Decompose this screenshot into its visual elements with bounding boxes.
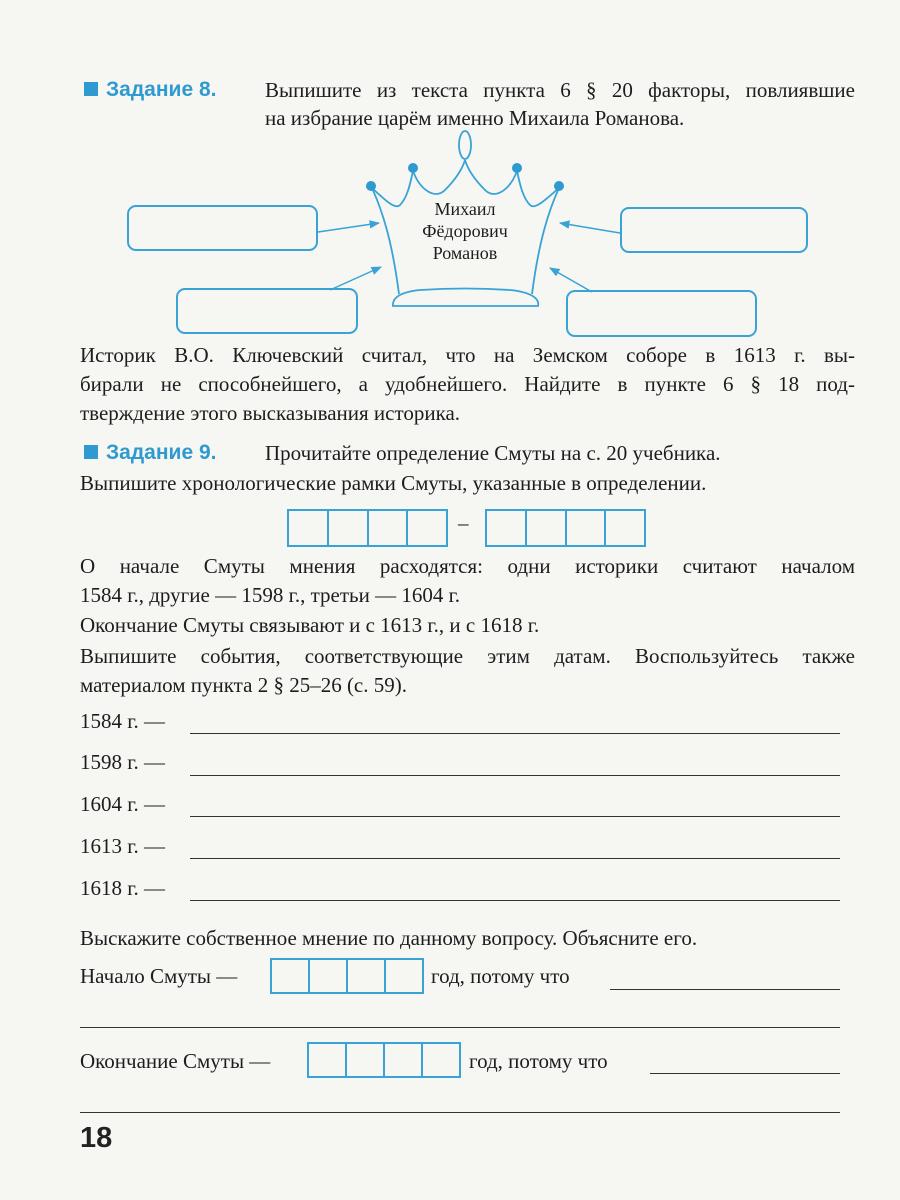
crown-name — [395, 198, 535, 264]
date-label-1618: 1618 г. — — [80, 876, 165, 900]
task9-label-text: Задание 9. — [106, 441, 217, 464]
factor-box-4[interactable] — [566, 290, 757, 337]
klyuchevsky-para-line1: Историк В.О. Ключевский считал, что на Земском соборе в 1613 г. вы- — [80, 343, 855, 367]
task8-instruction-line2: на избрание царём именно Михаила Романова. — [265, 106, 685, 130]
end-reason-line[interactable] — [650, 1073, 840, 1074]
end-reason-line-2[interactable] — [80, 1112, 840, 1113]
end-year-cells[interactable] — [485, 509, 646, 547]
klyuchevsky-para-line3: тверждение этого высказывания историка. — [80, 401, 461, 425]
opinions-line4: Выпишите события, соответствующие этим датам. Воспользуйтесь также — [80, 644, 855, 668]
name-first: Михаил — [434, 199, 496, 219]
end-because: год, потому что — [469, 1049, 608, 1073]
task8-instruction-line1: Выпишите из текста пункта 6 § 20 факторы, повлиявшие — [265, 78, 855, 102]
task9-instruction-line1: Прочитайте определение Смуты на с. 20 учебника. — [265, 441, 721, 465]
date-label-1584: 1584 г. — — [80, 709, 165, 733]
end-opinion-year-cells[interactable] — [307, 1042, 461, 1078]
page-number: 18 — [80, 1122, 113, 1154]
factor-box-3[interactable] — [176, 288, 358, 334]
end-label: Окончание Смуты — — [80, 1049, 271, 1073]
start-reason-line[interactable] — [610, 989, 840, 990]
task9-instruction-line2: Выпишите хронологические рамки Смуты, указанные в определении. — [80, 471, 707, 495]
opinions-line5: материалом пункта 2 § 25–26 (с. 59). — [80, 673, 407, 697]
task8-label-text: Задание 8. — [106, 78, 217, 101]
start-reason-line-2[interactable] — [80, 1027, 840, 1028]
factor-box-2[interactable] — [620, 207, 808, 253]
start-opinion-year-cells[interactable] — [270, 958, 424, 994]
name-surname: Романов — [432, 243, 498, 263]
start-label: Начало Смуты — — [80, 964, 238, 988]
square-bullet-icon — [84, 445, 98, 459]
answer-line-1618[interactable] — [190, 900, 840, 901]
answer-line-1584[interactable] — [190, 733, 840, 734]
date-label-1613: 1613 г. — — [80, 834, 165, 858]
date-label-1604: 1604 г. — — [80, 792, 165, 816]
answer-line-1598[interactable] — [190, 775, 840, 776]
task9-label — [84, 440, 216, 466]
opinions-line3: Окончание Смуты связывают и с 1613 г., и с 1618 г. — [80, 613, 540, 637]
opinion-prompt: Выскажите собственное мнение по данному вопросу. Объясните его. — [80, 926, 698, 950]
factor-box-1[interactable] — [127, 205, 318, 251]
date-label-1598: 1598 г. — — [80, 750, 165, 774]
klyuchevsky-para-line2: бирали не способнейшего, а удобнейшего. Найдите в пункте 6 § 18 под- — [80, 372, 855, 396]
answer-line-1613[interactable] — [190, 858, 840, 859]
start-because: год, потому что — [431, 964, 570, 988]
name-patronymic: Фёдорович — [422, 221, 508, 241]
range-dash: – — [458, 511, 469, 535]
opinions-line2: 1584 г., другие — 1598 г., третьи — 1604 г. — [80, 583, 461, 607]
opinions-line1: О начале Смуты мнения расходятся: одни историки считают началом — [80, 554, 855, 578]
start-year-cells[interactable] — [287, 509, 448, 547]
crown-diagram — [0, 0, 900, 360]
answer-line-1604[interactable] — [190, 816, 840, 817]
